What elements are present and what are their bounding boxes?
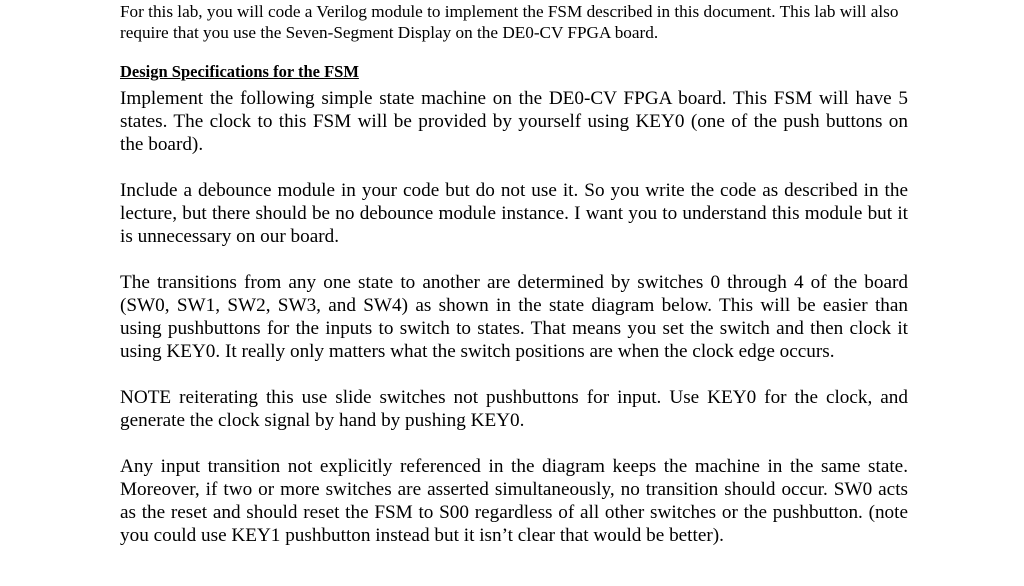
paragraph-fsm-overview: Implement the following simple state machine on the DE0-CV FPGA board. This FSM will have 5 states. The clock to this FSM will be provided by yourself using KEY0 (one of the push buttons on the board). bbox=[120, 88, 908, 155]
paragraph-note: NOTE reiterating this use slide switches not pushbuttons for input. Use KEY0 for the clock, and generate the clock signal by hand by pushing KEY0. bbox=[120, 387, 908, 431]
paragraph-input-rules: Any input transition not explicitly referenced in the diagram keeps the machine in the same state. Moreover, if two or more switches are asserted simultaneously, no transition should occur. SW0 acts as the reset and should reset the FSM to S00 regardless of all other switches or the pushbutton. (note you could use KEY1 pushbutton instead but it isn’t clear that would be better). bbox=[120, 456, 908, 546]
section-heading: Design Specifications for the FSM bbox=[120, 62, 359, 81]
paragraph-transitions: The transitions from any one state to another are determined by switches 0 through 4 of the board (SW0, SW1, SW2, SW3, and SW4) as shown in the state diagram below. This will be easier than using pushbuttons for the inputs to switch to states. That means you set the switch and then clock it using KEY0. It really only matters what the switch positions are when the clock edge occurs. bbox=[120, 272, 908, 362]
document-page bbox=[120, 0, 908, 547]
paragraph-debounce: Include a debounce module in your code but do not use it. So you write the code as described in the lecture, but there should be no debounce module instance. I want you to understand this module but it is unnecessary on our board. bbox=[120, 180, 908, 247]
intro-paragraph: For this lab, you will code a Verilog module to implement the FSM described in this document. This lab will also require that you use the Seven-Segment Display on the DE0-CV FPGA board. bbox=[120, 2, 899, 42]
